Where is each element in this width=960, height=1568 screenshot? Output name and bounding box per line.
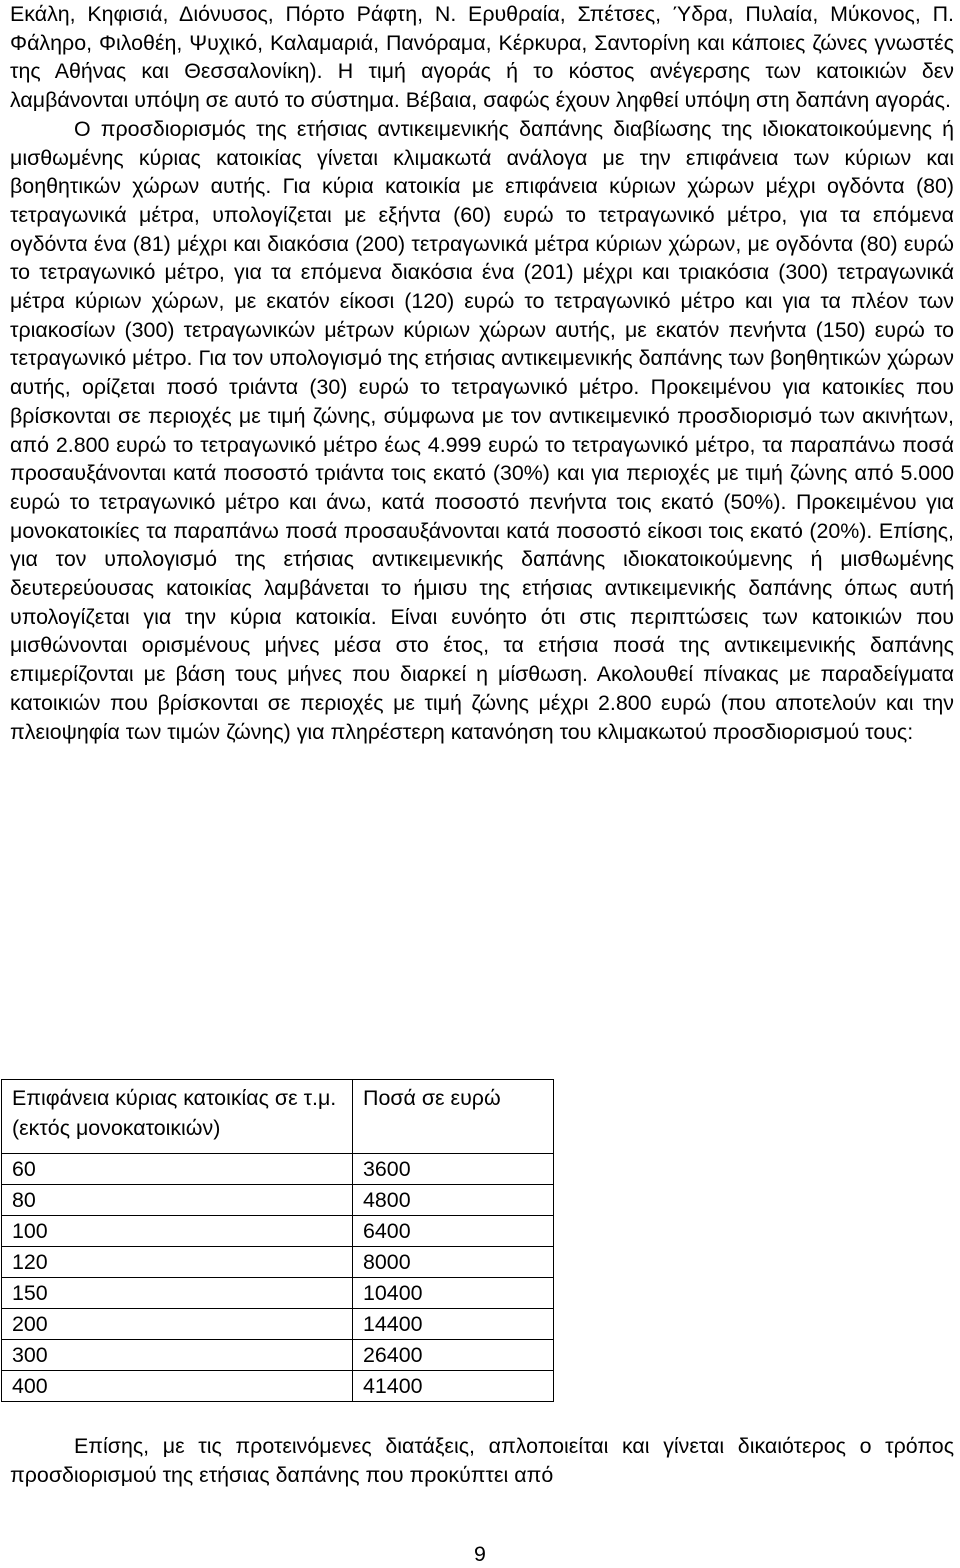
cell-area: 400	[2, 1371, 353, 1402]
table-row	[2, 1154, 554, 1185]
example-amounts-table	[1, 1079, 554, 1402]
cell-area: 300	[2, 1340, 353, 1371]
document-page	[10, 0, 954, 746]
table-header	[2, 1080, 554, 1154]
table-row	[2, 1185, 554, 1216]
table-row	[2, 1371, 554, 1402]
cell-area: 150	[2, 1278, 353, 1309]
cell-area: 100	[2, 1216, 353, 1247]
paragraph-intro: Εκάλη, Κηφισιά, Διόνυσος, Πόρτο Ράφτη, Ν. Ερυθραία, Σπέτσες, Ύδρα, Πυλαία, Μύκονος, Π. Φάληρο, Φιλοθέη, Ψυχικό, Καλαμαριά, Πανόραμα, Κέρκυρα, Σαντορίνη και κάποιες ζώνες γνωστές της Αθήνας και Θεσσαλονίκη). Η τιμή αγοράς ή το κόστος ανέγερσης των κατοικιών δεν λαμβάνονται υπόψη σε αυτό το σύστημα. Βέβαια, σαφώς έχουν ληφθεί υπόψη στη δαπάνη αγοράς.	[10, 2, 954, 113]
table-row	[2, 1247, 554, 1278]
paragraph-determination: Ο προσδιορισμός της ετήσιας αντικειμενικής δαπάνης διαβίωσης της ιδιοκατοικούμενης ή μισθωμένης κύριας κατοικίας γίνεται κλιμακωτά ανάλογα με την επιφάνεια των κύριων και βοηθητικών χώρων αυτής. Για κύρια κατοικία με επιφάνεια κύριων χώρων μέχρι ογδόντα (80) τετραγωνικά μέτρα, υπολογίζεται με εξήντα (60) ευρώ το τετραγωνικό μέτρο, για τα επόμενα ογδόντα ένα (81) μέχρι και διακόσια (200) τετραγωνικά μέτρα κύριων χώρων, με ογδόντα (80) ευρώ το τετραγωνικό μέτρο, για τα επόμενα διακόσια ένα (201) μέχρι και τριακόσια (300) τετραγωνικά μέτρα κύριων χώρων, με εκατόν είκοσι (120) ευρώ το τετραγωνικό μέτρο και για τα πλέον των τριακοσίων (300) τετραγωνικών μέτρων κύριων χώρων αυτής, με εκατόν πενήντα (150) ευρώ το τετραγωνικό μέτρο. Για τον υπολογισμό της ετήσιας αντικειμενικής δαπάνης των βοηθητικών χώρων αυτής, ορίζεται ποσό τριάντα (30) ευρώ το τετραγωνικό μέτρο. Προκειμένου για κατοικίες που βρίσκονται σε περιοχές με τιμή ζώνης, σύμφωνα με τον αντικειμενικό προσδιορισμό των ακινήτων, από 2.800 ευρώ το τετραγωνικό μέτρο έως 4.999 ευρώ το τετραγωνικό μέτρο, τα παραπάνω ποσά προσαυξάνονται κατά ποσοστό τριάντα τοις εκατό (30%) και για περιοχές με τιμή ζώνης από 5.000 ευρώ το τετραγωνικό μέτρο και άνω, κατά ποσοστό πενήντα τοις εκατό (50%). Προκειμένου για μονοκατοικίες τα παραπάνω ποσά προσαυξάνονται κατά ποσοστό είκοσι τοις εκατό (20%). Επίσης, για τον υπολογισμό της ετήσιας αντικειμενικής δαπάνης ιδιοκατοικούμενης ή μισθωμένης δευτερεύουσας κατοικίας λαμβάνεται το ήμισυ της ετήσιας αντικειμενικής δαπάνης όπως αυτή υπολογίζεται για την κύρια κατοικία. Είναι ευνόητο ότι στις περιπτώσεις των κατοικιών που μισθώνονται ορισμένους μήνες μέσα στο έτος, τα ετήσια ποσά της αντικειμενικής δαπάνης επιμερίζονται με βάση τους μήνες που διαρκεί η μίσθωση. Ακολουθεί πίνακας με παραδείγματα κατοικιών που βρίσκονται σε περιοχές με τιμή ζώνης μέχρι 2.800 ευρώ (που αποτελούν και την πλειοψηφία των τιμών ζώνης) για πληρέστερη κατανόηση του κλιμακωτού προσδιορισμού τους:	[10, 116, 954, 744]
header-amount: Ποσά σε ευρώ	[353, 1080, 554, 1154]
page-number: 9	[474, 1542, 486, 1566]
cell-amount: 3600	[353, 1154, 554, 1185]
cell-amount: 14400	[353, 1309, 554, 1340]
cell-amount: 41400	[353, 1371, 554, 1402]
table-header-row	[2, 1080, 554, 1154]
paragraph-closing: Επίσης, με τις προτεινόμενες διατάξεις, απλοποιείται και γίνεται δικαιότερος ο τρόπος προσδιορισμού της ετήσιας δαπάνης που προκύπτει από	[10, 1434, 954, 1487]
table-row	[2, 1278, 554, 1309]
cell-amount: 10400	[353, 1278, 554, 1309]
closing-section	[10, 1432, 954, 1489]
cell-amount: 6400	[353, 1216, 554, 1247]
cell-area: 80	[2, 1185, 353, 1216]
table-body	[2, 1154, 554, 1402]
header-area: Επιφάνεια κύριας κατοικίας σε τ.μ. (εκτός μονοκατοικιών)	[2, 1080, 353, 1154]
table-row	[2, 1340, 554, 1371]
cell-area: 120	[2, 1247, 353, 1278]
cell-amount: 26400	[353, 1340, 554, 1371]
cell-amount: 8000	[353, 1247, 554, 1278]
cell-amount: 4800	[353, 1185, 554, 1216]
table-row	[2, 1216, 554, 1247]
table-row	[2, 1309, 554, 1340]
cell-area: 60	[2, 1154, 353, 1185]
cell-area: 200	[2, 1309, 353, 1340]
